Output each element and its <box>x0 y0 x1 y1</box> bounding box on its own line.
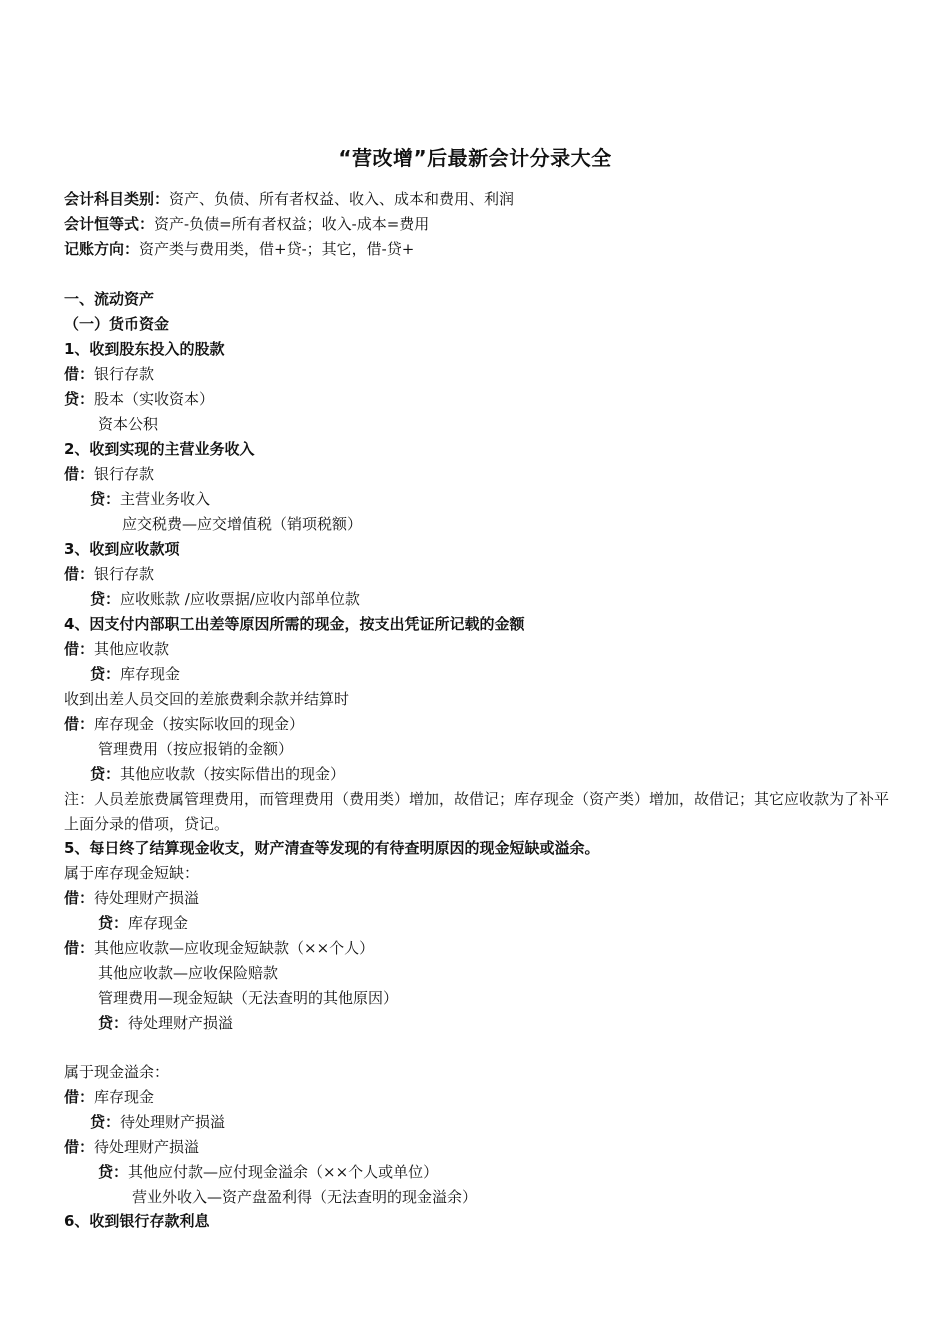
item-heading-2: 2、收到实现的主营业务收入 <box>64 440 255 458</box>
debit-line <box>64 462 154 487</box>
item-heading-3: 3、收到应收款项 <box>64 540 180 558</box>
item-heading-1: 1、收到股东投入的股款 <box>64 340 225 358</box>
subsection-heading: （一）货币资金 <box>64 315 170 333</box>
intro-label: 记账方向： <box>64 240 140 258</box>
item-heading-5: 5、每日终了结算现金收支，财产清查等发现的有待查明原因的现金短缺或溢余。 <box>64 839 600 857</box>
item-heading-4: 4、因支付内部职工出差等原因所需的现金，按支出凭证所记载的金额 <box>64 615 525 633</box>
debit-label: 借： <box>64 889 95 907</box>
intro-text: 资产类与费用类，借+贷-；其它，借-贷+ <box>139 240 415 258</box>
account-name: 待处理财产损溢 <box>120 1113 226 1131</box>
item-heading-6: 6、收到银行存款利息 <box>64 1212 210 1230</box>
credit-line <box>90 487 210 512</box>
credit-label: 贷： <box>64 390 95 408</box>
intro-label: 会计科目类别： <box>64 190 170 208</box>
account-name: 库存现金 <box>128 914 189 932</box>
account-name: 其他应付款—应付现金溢余（××个人或单位） <box>128 1163 439 1181</box>
account-name: 库存现金（按实际收回的现金） <box>94 715 305 733</box>
section-heading: 一、流动资产 <box>64 290 155 308</box>
credit-line <box>98 1160 438 1185</box>
account-name: 其他应收款（按实际借出的现金） <box>120 765 346 783</box>
debit-label: 借： <box>64 365 95 383</box>
intro-text: 资产-负债=所有者权益；收入-成本=费用 <box>154 215 430 233</box>
account-name: 银行存款 <box>94 565 155 583</box>
credit-label: 贷： <box>90 765 121 783</box>
intro-line-direction <box>64 237 414 262</box>
note-text: 收到出差人员交回的差旅费剩余款并结算时 <box>64 690 350 708</box>
account-name: 库存现金 <box>120 665 181 683</box>
credit-label: 贷： <box>98 1163 129 1181</box>
account-name: 管理费用（按应报销的金额） <box>98 740 294 758</box>
account-name: 待处理财产损溢 <box>94 1138 200 1156</box>
debit-label: 借： <box>64 565 95 583</box>
account-name: 待处理财产损溢 <box>94 889 200 907</box>
document-title: “营改增”后最新会计分录大全 <box>338 146 612 170</box>
account-name: 其他应收款—应收保险赔款 <box>98 964 279 982</box>
credit-line <box>90 662 180 687</box>
credit-line <box>90 1110 225 1135</box>
credit-label: 贷： <box>90 490 121 508</box>
case-title: 属于现金溢余： <box>64 1063 170 1081</box>
explanation-note: 注：人员差旅费属管理费用，而管理费用（费用类）增加，故借记；库存现金（资产类）增加，故借记；其它应收款为了补平上面分录的借项，贷记。 <box>64 790 890 833</box>
debit-line <box>64 936 374 961</box>
debit-line <box>64 1135 199 1160</box>
credit-label: 贷： <box>90 665 121 683</box>
debit-line <box>64 1085 154 1110</box>
debit-line <box>64 886 199 911</box>
credit-line <box>98 1011 233 1036</box>
debit-label: 借： <box>64 939 95 957</box>
intro-line-categories <box>64 187 514 212</box>
debit-label: 借： <box>64 640 95 658</box>
account-name: 主营业务收入 <box>120 490 211 508</box>
credit-line <box>90 762 345 787</box>
account-name: 应收账款 /应收票据/应收内部单位款 <box>120 590 360 608</box>
intro-label: 会计恒等式： <box>64 215 155 233</box>
credit-line <box>98 911 188 936</box>
account-name: 其他应收款 <box>94 640 170 658</box>
case-title: 属于库存现金短缺： <box>64 864 200 882</box>
debit-label: 借： <box>64 715 95 733</box>
credit-line <box>90 587 360 612</box>
account-name: 待处理财产损溢 <box>128 1014 234 1032</box>
debit-label: 借： <box>64 1088 95 1106</box>
credit-label: 贷： <box>90 1113 121 1131</box>
debit-label: 借： <box>64 1138 95 1156</box>
debit-label: 借： <box>64 465 95 483</box>
account-name: 营业外收入—资产盘盈利得（无法查明的现金溢余） <box>132 1188 478 1206</box>
credit-label: 贷： <box>90 590 121 608</box>
debit-line <box>64 362 154 387</box>
account-name: 资本公积 <box>98 415 159 433</box>
account-name: 库存现金 <box>94 1088 155 1106</box>
debit-line <box>64 712 304 737</box>
intro-text: 资产、负债、所有者权益、收入、成本和费用、利润 <box>169 190 515 208</box>
account-name: 其他应收款—应收现金短缺款（××个人） <box>94 939 375 957</box>
account-name: 管理费用—现金短缺（无法查明的其他原因） <box>98 989 399 1007</box>
credit-label: 贷： <box>98 1014 129 1032</box>
account-name: 银行存款 <box>94 365 155 383</box>
credit-label: 贷： <box>98 914 129 932</box>
account-name: 应交税费—应交增值税（销项税额） <box>122 515 363 533</box>
intro-line-equation <box>64 212 429 237</box>
account-name: 股本（实收资本） <box>94 390 215 408</box>
debit-line <box>64 562 154 587</box>
credit-line <box>64 387 214 412</box>
account-name: 银行存款 <box>94 465 155 483</box>
debit-line <box>64 637 169 662</box>
